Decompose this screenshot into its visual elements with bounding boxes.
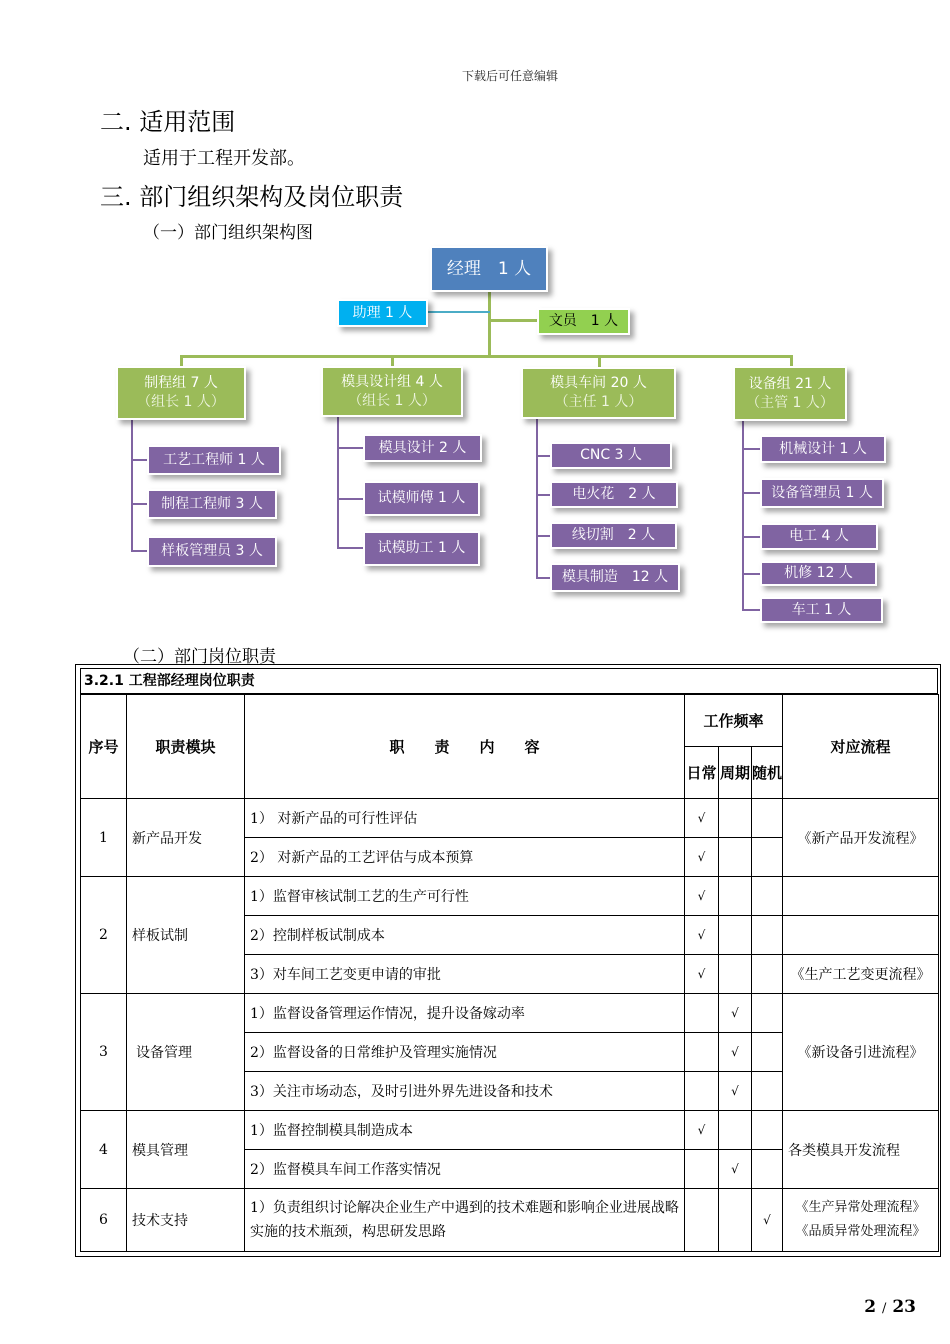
header-weekly: 周期 xyxy=(719,747,752,799)
org-role: 试模师傅 1 人 xyxy=(363,481,480,516)
freq-weekly-check: √ xyxy=(719,994,752,1033)
connector-horizontal xyxy=(180,355,793,358)
org-role: 样板管理员 3 人 xyxy=(147,536,277,567)
freq-daily-check: √ xyxy=(685,1111,719,1150)
row-no: 2 xyxy=(81,877,127,994)
org-role: 机械设计 1 人 xyxy=(760,435,886,463)
row-item: 1）监督审核试制工艺的生产可行性 xyxy=(245,877,685,916)
connector-g2-r1 xyxy=(337,447,363,449)
row-item: 3）关注市场动态，及时引进外界先进设备和技术 xyxy=(245,1072,685,1111)
row-item: 1） 对新产品的可行性评估 xyxy=(245,799,685,838)
freq-weekly-check: √ xyxy=(719,1033,752,1072)
row-process: 《新产品开发流程》 xyxy=(783,799,939,877)
connector-g4-r5 xyxy=(742,609,760,611)
org-role: CNC 3 人 xyxy=(550,442,672,469)
freq-weekly-check: √ xyxy=(719,1150,752,1189)
row-module: 样板试制 xyxy=(127,877,245,994)
org-role: 设备管理员 1 人 xyxy=(760,478,884,508)
freq-daily-check: √ xyxy=(685,877,719,916)
row-no: 3 xyxy=(81,994,127,1111)
row-process: 《新设备引进流程》 xyxy=(783,994,939,1111)
org-role: 试模助工 1 人 xyxy=(363,531,480,566)
table-row xyxy=(81,1189,939,1252)
org-role: 机修 12 人 xyxy=(760,561,877,586)
connector-g4-r2 xyxy=(742,492,760,494)
section-scope-title: 二. 适用范围 xyxy=(100,108,236,136)
org-role: 模具设计 2 人 xyxy=(363,434,482,462)
table-row xyxy=(81,877,939,916)
connector-g4-r1 xyxy=(742,448,760,450)
connector-g3-r1 xyxy=(536,455,550,457)
duties-subtitle: （二）部门岗位职责 xyxy=(123,647,276,667)
row-process: 各类模具开发流程 xyxy=(783,1111,939,1189)
connector-g2-r2 xyxy=(337,498,363,500)
org-group-equipment: 设备组 21 人 （主管 1 人） xyxy=(733,366,847,421)
page-number: 2 / 23 xyxy=(864,1297,916,1317)
connector-g3 xyxy=(598,355,601,367)
freq-daily-check: √ xyxy=(685,838,719,877)
header-note: 下载后可任意编辑 xyxy=(461,69,558,83)
table-row xyxy=(81,799,939,838)
row-module: 模具管理 xyxy=(127,1111,245,1189)
row-item: 2）监督设备的日常维护及管理实施情况 xyxy=(245,1033,685,1072)
table-caption: 3.2.1 工程部经理岗位职责 xyxy=(80,668,938,694)
org-manager: 经理 1 人 xyxy=(430,246,548,292)
org-role: 线切割 2 人 xyxy=(550,522,677,549)
row-no: 4 xyxy=(81,1111,127,1189)
row-module: 技术支持 xyxy=(127,1189,245,1252)
freq-daily-check: √ xyxy=(685,955,719,994)
header-daily: 日常 xyxy=(685,747,719,799)
freq-daily-check: √ xyxy=(685,916,719,955)
row-item: 2） 对新产品的工艺评估与成本预算 xyxy=(245,838,685,877)
connector-g3-r3 xyxy=(536,535,550,537)
org-role: 电火花 2 人 xyxy=(550,481,678,508)
chart-subtitle: （一）部门组织架构图 xyxy=(143,223,313,243)
row-item: 2）控制样板试制成本 xyxy=(245,916,685,955)
freq-weekly-check: √ xyxy=(719,1072,752,1111)
row-process: 《生产异常处理流程》 《品质异常处理流程》 xyxy=(783,1189,939,1252)
org-group-process: 制程组 7 人 （组长 1 人） xyxy=(116,366,246,420)
row-no: 6 xyxy=(81,1189,127,1252)
row-process: 《生产工艺变更流程》 xyxy=(783,955,939,994)
connector-g1-r3 xyxy=(131,550,147,552)
connector-assistant xyxy=(428,311,490,313)
connector-g4-r4 xyxy=(742,573,760,575)
row-item: 1）监督控制模具制造成本 xyxy=(245,1111,685,1150)
org-role: 电工 4 人 xyxy=(760,523,878,550)
org-role: 车工 1 人 xyxy=(760,597,883,623)
org-clerk: 文员 1 人 xyxy=(537,308,630,335)
connector-g2-roles xyxy=(337,417,339,549)
connector-g3-roles xyxy=(536,419,538,578)
header-process: 对应流程 xyxy=(783,695,939,799)
connector-g1-roles xyxy=(131,420,133,552)
row-item: 1）负责组织讨论解决企业生产中遇到的技术难题和影响企业进展战略实施的技术瓶颈，构思研发思路 xyxy=(245,1189,685,1252)
row-item: 3）对车间工艺变更申请的审批 xyxy=(245,955,685,994)
header-no: 序号 xyxy=(81,695,127,799)
row-item: 1）监督设备管理运作情况，提升设备嫁动率 xyxy=(245,994,685,1033)
connector-g3-r4 xyxy=(536,577,550,579)
org-assistant: 助理 1 人 xyxy=(337,299,428,327)
header-random: 随机 xyxy=(752,747,783,799)
connector-g1-r1 xyxy=(131,459,147,461)
table-row xyxy=(81,994,939,1033)
org-role: 工艺工程师 1 人 xyxy=(147,445,281,475)
connector-g2-r3 xyxy=(337,547,363,549)
connector-main xyxy=(488,292,491,357)
connector-clerk xyxy=(490,319,537,322)
row-item: 2）监督模具车间工作落实情况 xyxy=(245,1150,685,1189)
freq-daily-check: √ xyxy=(685,799,719,838)
row-module: 设备管理 xyxy=(127,994,245,1111)
header-freq: 工作频率 xyxy=(685,695,783,747)
scope-text: 适用于工程开发部。 xyxy=(143,148,305,169)
connector-g1-r2 xyxy=(131,503,147,505)
row-module: 新产品开发 xyxy=(127,799,245,877)
connector-g4-r3 xyxy=(742,536,760,538)
connector-g3-r2 xyxy=(536,494,550,496)
header-module: 职责模块 xyxy=(127,695,245,799)
duty-table xyxy=(80,694,939,1252)
freq-random-check: √ xyxy=(752,1189,783,1252)
header-content: 职 责 内 容 xyxy=(245,695,685,799)
section-org-title: 三. 部门组织架构及岗位职责 xyxy=(100,183,404,211)
table-row xyxy=(81,1111,939,1150)
org-group-mold-workshop: 模具车间 20 人 （主任 1 人） xyxy=(521,367,676,419)
org-group-mold-design: 模具设计组 4 人 （组长 1 人） xyxy=(321,366,463,417)
org-role: 制程工程师 3 人 xyxy=(147,489,277,519)
row-no: 1 xyxy=(81,799,127,877)
org-role: 模具制造 12 人 xyxy=(550,563,680,592)
